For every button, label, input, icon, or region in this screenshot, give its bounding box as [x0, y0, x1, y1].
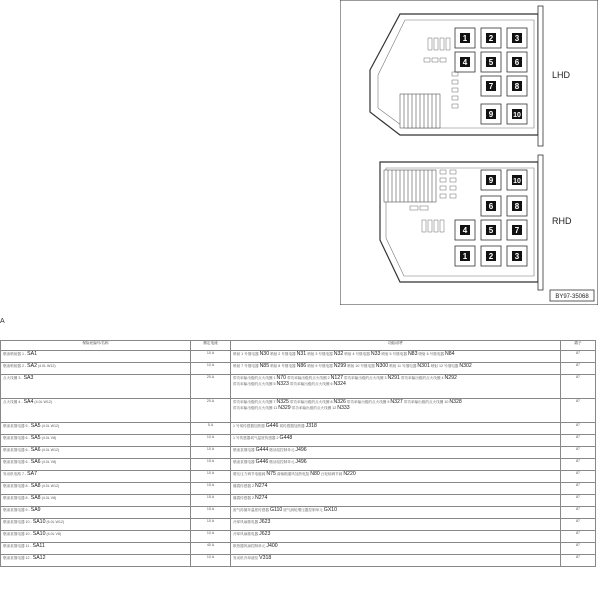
component-code: J623 — [259, 531, 271, 537]
function-line — [233, 447, 558, 453]
fuse-code: SA4 — [23, 399, 34, 405]
fuse-name: 燃油泵继电器 9 - — [3, 508, 31, 512]
fuse-cell — [1, 495, 191, 507]
rhd-relay-label: 9 — [488, 176, 494, 185]
component-desc: 散热器风扇控制单元 — [233, 544, 266, 548]
lhd-side-bracket — [538, 6, 543, 146]
component-code: N292 — [444, 375, 457, 381]
function-cell — [231, 375, 561, 399]
terminal-cell: 87 — [561, 483, 596, 495]
rating-cell: 20 A — [191, 375, 231, 399]
lhd-label: LHD — [552, 70, 571, 80]
function-line — [233, 543, 558, 549]
component-code: N127 — [330, 375, 343, 381]
fuse-note: (4.0L V8) — [41, 436, 57, 440]
rating-cell: 20 A — [191, 399, 231, 423]
function-cell — [231, 351, 561, 363]
terminal-cell: 87 — [561, 507, 596, 519]
component-desc: 1 号氧传感器加热器 — [233, 424, 265, 428]
rating-cell: 10 A — [191, 471, 231, 483]
component-desc: 1 号传感器氧气温度传感器 2 — [233, 436, 279, 440]
component-desc: 氧传感器加热器 — [279, 424, 305, 428]
lhd-relay-label: 9 — [488, 110, 494, 119]
function-cell — [231, 555, 561, 567]
component-desc: 带功率输出级的点火线圈 2 — [287, 376, 330, 380]
table-row — [1, 483, 596, 495]
component-code: J623 — [259, 519, 271, 525]
table-row — [1, 435, 596, 447]
function-cell — [231, 495, 561, 507]
terminal-cell: 87 — [561, 459, 596, 471]
corner-mark: A — [0, 318, 5, 325]
function-line — [233, 363, 558, 369]
function-line — [233, 507, 558, 513]
terminal-cell: 87 — [561, 351, 596, 363]
component-desc: 喷射 11 号继电器 — [389, 364, 417, 368]
component-code: N70 — [276, 375, 287, 381]
table-row — [1, 543, 596, 555]
fuse-cell — [1, 423, 191, 435]
fuse-table-container — [0, 340, 600, 600]
function-cell — [231, 399, 561, 423]
component-desc: 爆震传感器 2 — [233, 484, 254, 488]
function-cell — [231, 483, 561, 495]
lhd-relay-label: 8 — [514, 82, 520, 91]
component-code: J496 — [295, 459, 307, 465]
terminal-cell: 87 — [561, 519, 596, 531]
component-code: N32 — [333, 351, 344, 357]
fuse-code: SA6 — [30, 447, 41, 453]
fuse-table — [0, 340, 596, 567]
component-code: N85 — [259, 363, 270, 369]
fuse-cell — [1, 375, 191, 399]
component-desc: 喷射 6 号继电器 — [418, 352, 445, 356]
function-cell — [231, 447, 561, 459]
component-desc: 冷却风扇继电器 — [233, 532, 259, 536]
fuse-note: (4.0L W12) — [41, 448, 60, 452]
function-cell — [231, 459, 561, 471]
component-code: N328 — [449, 399, 462, 405]
rating-cell: 10 A — [191, 555, 231, 567]
component-desc: 带功率输出级的点火线圈 9 — [346, 400, 390, 404]
rhd-relay-label: 7 — [514, 226, 520, 235]
fuse-note: (4.0L V8) — [46, 532, 62, 536]
component-code: J400 — [266, 543, 278, 549]
function-line — [233, 423, 558, 429]
rhd-relay-label: 2 — [488, 252, 494, 261]
component-code: N301 — [417, 363, 430, 369]
component-code: N86 — [296, 363, 307, 369]
component-code: N291 — [387, 375, 400, 381]
rating-cell: 10 A — [191, 519, 231, 531]
fuse-name: 燃油泵继电器 6 - — [3, 436, 31, 440]
component-desc: 燃油泵继电器 — [233, 448, 255, 452]
component-code: N80 — [310, 471, 320, 477]
fuse-cell — [1, 435, 191, 447]
component-desc: 燃油泵继电器 — [233, 460, 255, 464]
fuse-name: 燃油喷射器 2 - — [3, 364, 28, 368]
fuse-name: 点火线圈 4 - — [3, 400, 24, 404]
fuse-cell — [1, 351, 191, 363]
component-code: N83 — [407, 351, 418, 357]
table-row — [1, 399, 596, 423]
component-desc: 带功率输出级的点火线圈 6 — [289, 382, 333, 386]
fuse-name: 燃油泵继电器 10 - — [3, 520, 33, 524]
fuse-note: (6.0L W12) — [46, 520, 65, 524]
component-desc: 燃油泵控制单元 — [269, 460, 295, 464]
fuse-note: (4.0L V8) — [41, 460, 57, 464]
fuse-cell — [1, 399, 191, 423]
lhd-relay-label: 7 — [488, 82, 494, 91]
fuse-code: SA10 — [32, 519, 46, 525]
fuse-code: SA5 — [30, 435, 41, 441]
rhd-relay-label: 6 — [488, 202, 494, 211]
component-code: N333 — [337, 405, 350, 411]
fuse-code: SA7 — [27, 471, 37, 477]
component-code: G446 — [255, 459, 269, 465]
fuse-code: SA11 — [32, 543, 45, 549]
header-function: 功能/部件 — [231, 341, 561, 351]
component-code: N324 — [333, 381, 346, 387]
fuse-name: 燃油泵继电器 6 - — [3, 448, 31, 452]
fuse-name: 燃油泵继电器 8 - — [3, 484, 31, 488]
fuse-name: 燃油泵继电器 5 - — [3, 424, 31, 428]
function-line — [233, 381, 558, 387]
function-line — [233, 519, 558, 525]
rhd-relay-label: 4 — [462, 226, 468, 235]
rating-cell: 10 A — [191, 447, 231, 459]
component-code: N323 — [276, 381, 289, 387]
component-desc: 发动机冷却液泵 — [233, 556, 259, 560]
table-row — [1, 495, 596, 507]
fuse-box-figure — [340, 0, 598, 305]
fuse-code: SA6 — [30, 459, 41, 465]
component-desc: 曲轴箱通风加热电阻 — [276, 472, 310, 476]
function-cell — [231, 531, 561, 543]
fuse-name: 燃油泵继电器 8 - — [3, 496, 31, 500]
fuse-code: SA9 — [30, 507, 41, 513]
table-row — [1, 363, 596, 375]
component-code: N329 — [278, 405, 291, 411]
component-desc: 带功率输出级的点火线圈 1 — [233, 376, 276, 380]
table-row — [1, 555, 596, 567]
fuse-cell — [1, 483, 191, 495]
terminal-cell: 87 — [561, 555, 596, 567]
component-desc: 喷射 12 号继电器 — [430, 364, 459, 368]
terminal-cell: 87 — [561, 543, 596, 555]
terminal-cell: 87 — [561, 423, 596, 435]
figure-code: BY97-35068 — [555, 294, 589, 300]
fuse-code: SA3 — [23, 375, 34, 381]
rating-cell: 5 A — [191, 423, 231, 435]
lhd-relay-label: 10 — [513, 112, 521, 119]
fuse-name: 发动机电路 7 - — [3, 472, 28, 476]
component-code: G446 — [265, 423, 279, 429]
component-code: N299 — [333, 363, 347, 369]
fuse-note: (4.0L W12) — [34, 400, 53, 404]
fuse-name: 燃油泵继电器 10 - — [3, 532, 33, 536]
component-desc: 喷射 3 号继电器 — [307, 352, 333, 356]
fuse-cell — [1, 543, 191, 555]
fuse-cell — [1, 531, 191, 543]
component-desc: 冷却风扇继电器 — [233, 520, 259, 524]
function-cell — [231, 471, 561, 483]
component-desc: 带功率输出级的点火线圈 5 — [233, 382, 276, 386]
component-code: N302 — [459, 363, 472, 369]
fuse-note: (4.0L W12) — [41, 424, 60, 428]
component-desc: 带功率输出级的点火线圈 7 — [233, 400, 276, 404]
fuse-cell — [1, 363, 191, 375]
table-row — [1, 375, 596, 399]
fuse-cell — [1, 447, 191, 459]
component-desc: 喷射 1 号继电器 — [233, 352, 259, 356]
function-line — [233, 483, 558, 489]
fuse-code: SA5 — [30, 423, 41, 429]
function-cell — [231, 363, 561, 375]
fuse-code: SA8 — [30, 483, 41, 489]
fuse-note: (4.0L V8) — [41, 496, 57, 500]
rhd-hatched-fuse-bank — [384, 170, 436, 202]
function-line — [233, 405, 558, 411]
fuse-code: SA12 — [32, 555, 46, 561]
terminal-cell: 87 — [561, 375, 596, 399]
fuse-cell — [1, 471, 191, 483]
component-code: N326 — [333, 399, 346, 405]
header-fuse: 保险丝编号/名称 — [1, 341, 191, 351]
component-desc: 增压压力调节电磁阀 — [233, 472, 266, 476]
rhd-relay-label: 10 — [513, 178, 521, 185]
component-desc: 带功率输出级的点火线圈 3 — [344, 376, 387, 380]
table-row — [1, 471, 596, 483]
component-code: N300 — [375, 363, 389, 369]
component-code: N274 — [254, 495, 268, 501]
component-desc: 喷射 10 号继电器 — [347, 364, 375, 368]
terminal-cell: 87 — [561, 399, 596, 423]
component-code: N84 — [445, 351, 455, 357]
component-code: G110 — [269, 507, 283, 513]
function-cell — [231, 507, 561, 519]
component-desc: 喷射 2 号继电器 — [270, 352, 296, 356]
function-line — [233, 435, 558, 441]
component-desc: 燃油泵控制单元 — [269, 448, 295, 452]
fuse-note: (4.0L W12) — [37, 364, 56, 368]
function-cell — [231, 423, 561, 435]
component-desc: 带功率输出级的点火线圈 4 — [400, 376, 444, 380]
fuse-cell — [1, 519, 191, 531]
component-desc: 喷射 8 号继电器 — [270, 364, 296, 368]
table-header-row — [1, 341, 596, 351]
component-code: N327 — [390, 399, 403, 405]
terminal-cell: 87 — [561, 363, 596, 375]
rating-cell: 10 A — [191, 531, 231, 543]
fuse-code: SA1 — [27, 351, 37, 357]
rhd-relay-label: 3 — [514, 252, 520, 261]
component-desc: 喷射 9 号继电器 — [307, 364, 333, 368]
terminal-cell: 87 — [561, 435, 596, 447]
header-terminal: 端子 — [561, 341, 596, 351]
terminal-cell: 87 — [561, 531, 596, 543]
rating-cell: 15 A — [191, 495, 231, 507]
component-desc: 凸轮轴调节阀 — [320, 472, 343, 476]
rhd-side-bracket — [538, 155, 543, 290]
lhd-relay-label: 4 — [462, 58, 468, 67]
lhd-relay-label: 3 — [514, 34, 520, 43]
table-row — [1, 507, 596, 519]
function-line — [233, 459, 558, 465]
function-cell — [231, 543, 561, 555]
fuse-name: 燃油泵继电器 11 - — [3, 544, 33, 548]
terminal-cell: 87 — [561, 447, 596, 459]
lhd-relay-label: 5 — [488, 58, 494, 67]
component-code: G444 — [255, 447, 269, 453]
function-cell — [231, 435, 561, 447]
fuse-cell — [1, 555, 191, 567]
fuse-name: 燃油泵继电器 6 - — [3, 460, 31, 464]
fuse-cell — [1, 507, 191, 519]
rating-cell: 10 A — [191, 363, 231, 375]
fuse-name: 点火线圈 3 - — [3, 376, 24, 380]
rhd-relay-label: 8 — [514, 202, 520, 211]
fuse-code: SA10 — [32, 531, 46, 537]
component-desc: 废气涡轮增压器控制单元 — [283, 508, 323, 512]
fuse-name: 燃油喷射器 1 - — [3, 352, 28, 356]
component-desc: 带功率输出级的点火线圈 8 — [289, 400, 333, 404]
component-desc: 带功率输出级的点火线圈 12 — [291, 406, 337, 410]
rhd-relay-label: 1 — [462, 252, 468, 261]
rating-cell: 15 A — [191, 507, 231, 519]
terminal-cell: 87 — [561, 471, 596, 483]
function-line — [233, 471, 558, 477]
component-desc: 喷射 7 号继电器 — [233, 364, 259, 368]
component-code: N274 — [254, 483, 268, 489]
component-code: J496 — [295, 447, 307, 453]
component-code: N75 — [266, 471, 276, 477]
component-desc: 喷射 5 号继电器 — [381, 352, 407, 356]
component-code: V318 — [259, 555, 272, 561]
lhd-relay-label: 6 — [514, 58, 520, 67]
component-code: N31 — [296, 351, 307, 357]
component-code: N30 — [259, 351, 270, 357]
lhd-hatched-fuse-bank — [400, 94, 440, 128]
lhd-relay-label: 2 — [488, 34, 494, 43]
function-line — [233, 555, 558, 561]
function-cell — [231, 519, 561, 531]
table-row — [1, 459, 596, 471]
component-code: G448 — [279, 435, 293, 441]
table-row — [1, 423, 596, 435]
component-desc: 废气再循环温度传感器 — [233, 508, 269, 512]
table-row — [1, 351, 596, 363]
table-body — [1, 351, 596, 567]
lhd-relay-label: 1 — [462, 34, 468, 43]
table-row — [1, 519, 596, 531]
fuse-note: (4.0L W12) — [41, 484, 60, 488]
table-row — [1, 447, 596, 459]
component-desc: 爆震传感器 2 — [233, 496, 254, 500]
fuse-code: SA8 — [30, 495, 41, 501]
rating-cell: 10 A — [191, 351, 231, 363]
fuse-cell — [1, 459, 191, 471]
component-code: N33 — [370, 351, 381, 357]
component-code: N325 — [276, 399, 289, 405]
component-code: N220 — [343, 471, 356, 477]
component-code: J318 — [305, 423, 317, 429]
table-row — [1, 531, 596, 543]
rhd-label: RHD — [552, 216, 572, 226]
fuse-code: SA2 — [27, 363, 37, 369]
function-line — [233, 495, 558, 501]
rating-cell: 40 A — [191, 543, 231, 555]
rating-cell: 15 A — [191, 483, 231, 495]
component-desc: 带功率输出级的点火线圈 10 — [403, 400, 449, 404]
fuse-name: 燃油泵继电器 12 - — [3, 556, 33, 560]
rhd-relay-label: 5 — [488, 226, 494, 235]
function-line — [233, 531, 558, 537]
rating-cell: 15 A — [191, 459, 231, 471]
function-line — [233, 351, 558, 357]
header-rating: 额定电流 — [191, 341, 231, 351]
terminal-cell: 87 — [561, 495, 596, 507]
component-desc: 带功率输出级的点火线圈 11 — [233, 406, 278, 410]
component-desc: 喷射 4 号继电器 — [344, 352, 370, 356]
rating-cell: 10 A — [191, 435, 231, 447]
component-code: GX10 — [323, 507, 338, 513]
